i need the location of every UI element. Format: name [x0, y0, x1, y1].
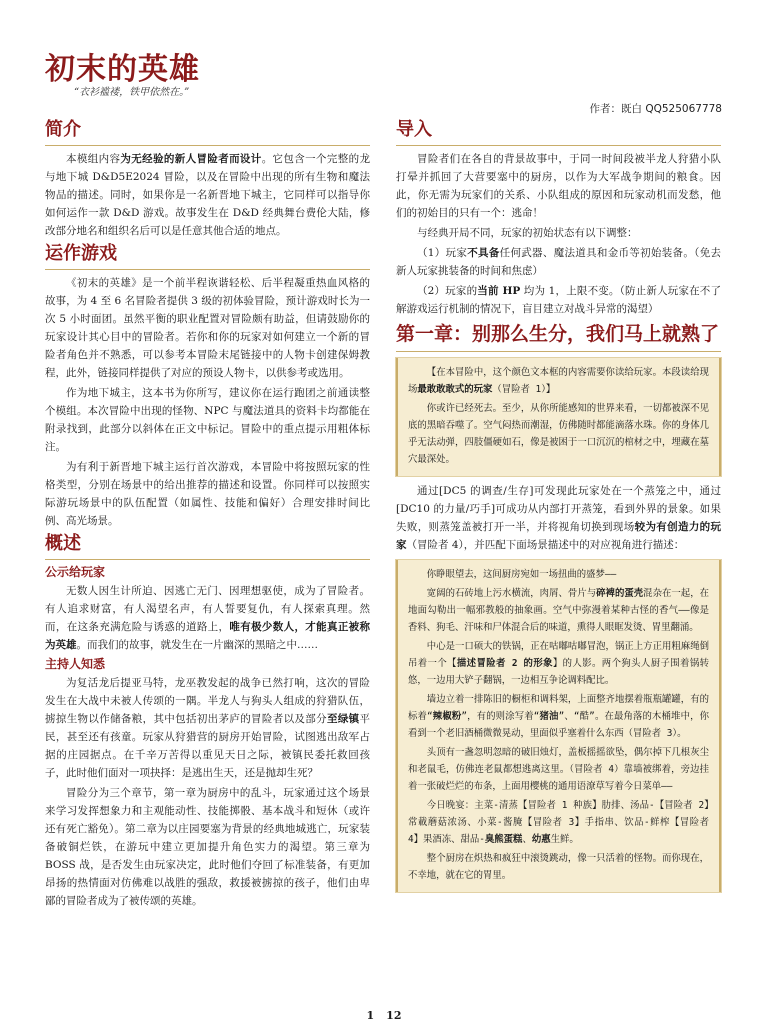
running-paragraph-3: 为有利于新晋地下城主运行首次游戏，本冒险中将按照玩家的性格类型，分别在场景中的给出推荐的描述和设置。你同样可以按照实际游玩场景中的队伍配置（如属性、技能和偏好）合理安排时间比例、高光场景。	[45, 461, 370, 527]
lead-item-2: （2）玩家的当前 HP 均为 1，上限不变。（防止新人玩家在不了解游戏运行机制的情况下，盲目建立对战斗异常的渴望）	[396, 285, 721, 315]
author-credit: 作者：既白 QQ525067778	[589, 103, 722, 115]
section-heading-lead-in: 导入	[396, 118, 721, 146]
kitchen-text-5: 头顶有一盏忽明忽暗的破旧烛灯，盖板摇摇欲坠，偶尔掉下几根灰尘和老鼠毛，仿佛连老鼠都想逃离这里。（冒险者 4）靠墙被绑着，旁边挂着一张破烂烂的布条，上面用樱桃的通用语潦草写着今日菜单——	[408, 747, 709, 792]
document-title: 初末的英雄	[45, 52, 200, 87]
page-number	[0, 1009, 768, 1022]
section-heading-overview: 概述	[45, 532, 370, 560]
lead-paragraph-1: 冒险者们在各自的背景故事中，于同一时间段被半龙人狩猎小队打晕并抓回了大营要塞中的厨房，以作为大军战争期间的粮食。因此，你无需为玩家们的关系、小队组成的原因和玩家动机而发愁，他们的初始目的只有一个：逃命！	[396, 153, 721, 219]
check-paragraph: 通过[DC5 的调查/生存]可发现此玩家处在一个蒸笼之中，通过[DC10 的力量/巧手]可成功从内部打开蒸笼，看到外界的景象。如果失败，则蒸笼盖被打开一半，并将视角切换到现场较为有创造力的玩家（冒险者 4），并匹配下面场景描述中的对应视角进行描述：	[396, 485, 722, 551]
intro-paragraph: 本模组内容为无经验的新人冒险者而设计。它包含一个完整的龙与地下城 D&D5E2024 冒险，以及在冒险中出现的所有生物和魔法物品的描述。同时，如果你是一名新晋地下城主，它同样可以指导你如何运作一款 D&D 游戏。故事发生在 D&D 经典舞台费伦大陆，修改部分地名和组织名后可以是任意其他合适的地点。	[45, 153, 371, 237]
chapter-1-heading: 第一章：别那么生分，我们马上就熟了	[396, 320, 721, 352]
kitchen-menu: 今日晚宴：主菜-清蒸【冒险者 1 种族】肋排、汤品-【冒险者 2】常載蘑菇浓汤、小菜-酱腌【冒险者 3】手指串、饮品-鲜榨【冒险者 4】果酒冻、甜品-臭熊蛋糕、幼惠生鲜。	[408, 800, 709, 845]
right-column	[396, 118, 721, 898]
current-page: 1	[366, 1009, 375, 1022]
read-aloud-box-2	[396, 560, 721, 892]
read-aloud-box-1	[396, 358, 721, 476]
kitchen-text-7: 整个厨房在炽热和疯狂中滚烫跳动，像一只活着的怪物。而你现在，不幸地，就在它的胃里。	[408, 853, 709, 881]
players-paragraph: 无数人因生计所迫、因逃亡无门、因理想驱使，成为了冒险者。有人追求财富，有人渴望名声，有人誓要复仇，有人探索真理。然而，在这条充满危险与诱惑的道路上，唯有极少数人，才能真正被称为英雄。而我们的故事，就发生在一片幽深的黑暗之中……	[45, 585, 371, 651]
read-aloud-instruction: 【在本冒险中，这个颜色文本框的内容需要你读给玩家。本段读给现场最敢敢敢式的玩家（冒险者 1）】	[408, 367, 709, 395]
kitchen-text-1: 你睁眼望去，这间厨房宛如一场扭曲的盛梦——	[426, 569, 617, 580]
running-paragraph-2: 作为地下城主，这本书为你所写，建议你在运行跑团之前通读整个模组。本次冒险中出现的怪物、NPC 与魔法道具的资料卡均都能在附录找到，此部分以斜体在正文中标记。冒险中的重点提示用粗体标注。	[45, 387, 370, 453]
kitchen-text-3: 中心是一口硕大的铁锅，正在咕嘟咕嘟冒泡，锅正上方正用粗麻绳倒吊着一个【描述冒险者 2 的形象】的人影。两个狗头人厨子围着锅转悠，一边用大铲子翻锅，一边相互争论调料配比。	[408, 641, 709, 686]
subheading-players: 公示给玩家	[45, 565, 106, 579]
host-paragraph-1: 为复活龙后提亚马特，龙巫教发起的战争已然打响，这次的冒险发生在大战中未被人传颂的一隅。半龙人与狗头人组成的狩猎队伍，掳掠生物以作储备粮，其中包括初出茅庐的冒险者以及部分至绿镇平民，甚至还有孩童。玩家从狩猎营的厨房开始冒险，试图逃出敌军占据的庄园据点。在千辛万苦得以重见天日之际，被镇民委托救回孩子，此时他们面对一项抉择：是逃出生天，还是抛却生死？	[45, 677, 371, 779]
subheading-host: 主持人知悉	[45, 657, 106, 671]
kitchen-text-4: 墙边立着一排陈旧的橱柜和调料架，上面整齐地摆着瓶瓶罐罐，有的标着“辣椒粉”，有的则涂写着“猪油”、“酷”。在最角落的木桶堆中，你看到一个老旧酒桶微微晃动，里面似乎塞着什么东西（冒险者 3）。	[408, 694, 709, 739]
kitchen-text-2: 宽阔的石砖地上污水横流，肉屑、骨片与碎裨的蛋壳混杂在一起，在地面勾勒出一幅邪教般的抽象画。空气中弥漫着某种古怪的香气——像是香料、狗毛、汗味和尸体混合后的味道，熏得人眼眶发烫、胃里翻涌。	[408, 588, 709, 633]
read-aloud-text: 你或许已经死去。至少，从你所能感知的世界来看，一切都被深不见底的黑暗吞噬了。空气闷热而潮湿，仿佛随时都能滴落水珠。你的身体几乎无法动弹，四肢僵硬如石，像是被困于一口沉沉的棺材之中，埋藏在墓穴最深处。	[408, 403, 709, 465]
running-paragraph-1: 《初末的英雄》是一个前半程诙谐轻松、后半程凝重热血风格的故事，为 4 至 6 名冒险者提供 3 级的初体验冒险，预计游戏时长为一次 5 小时面团。虽然平衡的职业配置对冒险颇有助益，但请鼓励你的玩家设计其心目中的冒险者。若你和你的玩家对如何建立一个新的冒险者角色并不熟悉，可以参考本冒险末尾链接中的人物卡创建保姆教程，此外，链接同样提供了对应的预设人物卡，以供参考或选用。	[45, 277, 370, 379]
total-pages: 12	[386, 1009, 402, 1022]
section-heading-running: 运作游戏	[45, 242, 370, 270]
motto: “衣衫褴褛，铁甲依然在。”	[74, 87, 190, 98]
left-column	[45, 118, 370, 912]
host-paragraph-2: 冒险分为三个章节，第一章为厨房中的乱斗，玩家通过这个场景来学习发挥想象力和主观能动性、技能掷骰、基本战斗和短休（或许还有死亡豁免）。第二章为以庄园要塞为背景的经典地城逃亡，玩家装备破铜烂铁，在游玩中建立更加提升角色实力的渴望。第三章为 BOSS 战，是否发生由玩家决定，此时他们夺回了标准装备，有更加昂扬的热情面对仿佛难以战胜的强敌，救援被掳掠的孩子，他们由卑鄙的冒险者成为了被传颂的英雄。	[45, 787, 370, 907]
lead-item-1: （1）玩家不具备任何武器、魔法道具和金币等初始装备。（免去新人玩家挑装备的时间和焦虑）	[396, 247, 722, 277]
section-heading-intro: 简介	[45, 118, 370, 146]
lead-paragraph-2: 与经典开局不同，玩家的初始状态有以下调整：	[417, 227, 638, 239]
